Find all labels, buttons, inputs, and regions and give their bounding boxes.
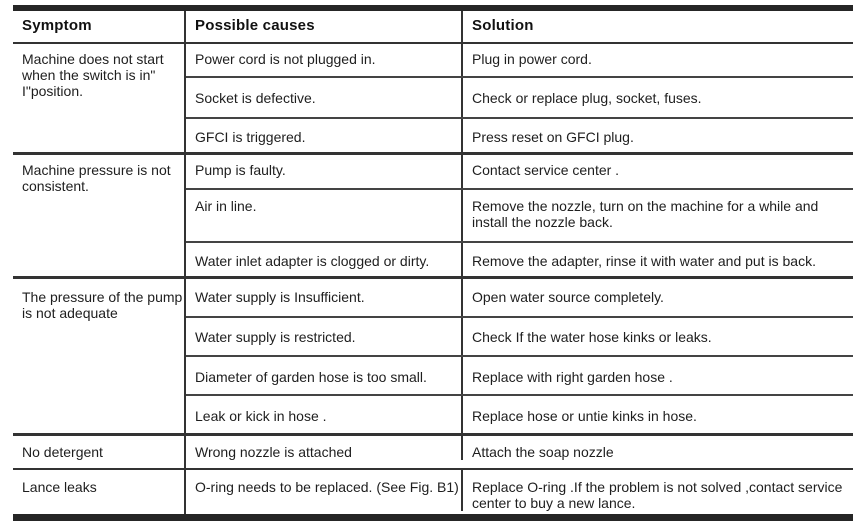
symptom-cell: Machine does not start when the switch is in" I"position.	[13, 44, 186, 152]
solution-cell: Check If the water hose kinks or leaks.	[472, 329, 712, 345]
header-symptom: Symptom	[13, 11, 186, 42]
table-header-row	[13, 11, 853, 44]
table-row	[186, 396, 853, 433]
cause-cell: GFCI is triggered.	[186, 119, 463, 152]
table-row	[186, 243, 853, 276]
cause-cell: Leak or kick in hose .	[186, 396, 463, 433]
table-row	[186, 318, 853, 357]
table-row	[186, 436, 853, 460]
solution-cell: Open water source completely.	[472, 289, 664, 305]
symptom-group	[13, 279, 853, 436]
header-possible-causes: Possible causes	[186, 11, 463, 42]
header-solution: Solution	[472, 17, 534, 34]
cause-cell: Water supply is restricted.	[186, 318, 463, 355]
solution-cell: Remove the adapter, rinse it with water and put is back.	[472, 253, 816, 269]
table-row	[186, 357, 853, 396]
solution-cell: Replace with right garden hose .	[472, 369, 673, 385]
solution-cell: Press reset on GFCI plug.	[472, 129, 634, 145]
symptom-cell: No detergent	[13, 436, 186, 468]
table-row	[186, 190, 853, 243]
table-row	[186, 155, 853, 190]
table-row	[186, 279, 853, 318]
symptom-group	[13, 470, 853, 514]
table-row	[186, 44, 853, 78]
solution-cell: Replace O-ring .If the problem is not solved ,contact service center to buy a new lance.	[472, 479, 843, 511]
symptom-cell: The pressure of the pump is not adequate	[13, 279, 186, 433]
symptom-group	[13, 436, 853, 470]
cause-cell: Pump is faulty.	[186, 155, 463, 188]
symptom-cell: Lance leaks	[13, 470, 186, 514]
solution-cell: Plug in power cord.	[472, 51, 592, 67]
cause-cell: Air in line.	[186, 190, 463, 241]
solution-cell: Check or replace plug, socket, fuses.	[472, 90, 702, 106]
table-row	[186, 119, 853, 152]
table-bottom-rule	[13, 514, 853, 521]
cause-cell: Wrong nozzle is attached	[186, 436, 463, 460]
cause-cell: Diameter of garden hose is too small.	[186, 357, 463, 394]
solution-cell: Remove the nozzle, turn on the machine for a while and install the nozzle back.	[472, 198, 819, 230]
cause-cell: O-ring needs to be replaced. (See Fig. B1)	[186, 470, 463, 511]
cause-cell: Water inlet adapter is clogged or dirty.	[186, 243, 463, 276]
cause-cell: Power cord is not plugged in.	[186, 44, 463, 76]
solution-cell: Replace hose or untie kinks in hose.	[472, 408, 697, 424]
symptom-cell: Machine pressure is not consistent.	[13, 155, 186, 276]
cause-cell: Water supply is Insufficient.	[186, 279, 463, 316]
troubleshooting-table	[13, 5, 853, 521]
solution-cell: Contact service center .	[472, 162, 620, 178]
symptom-group	[13, 44, 853, 155]
table-row	[186, 470, 853, 511]
table-row	[186, 78, 853, 119]
cause-cell: Socket is defective.	[186, 78, 463, 117]
solution-cell: Attach the soap nozzle	[472, 444, 614, 460]
symptom-group	[13, 155, 853, 279]
